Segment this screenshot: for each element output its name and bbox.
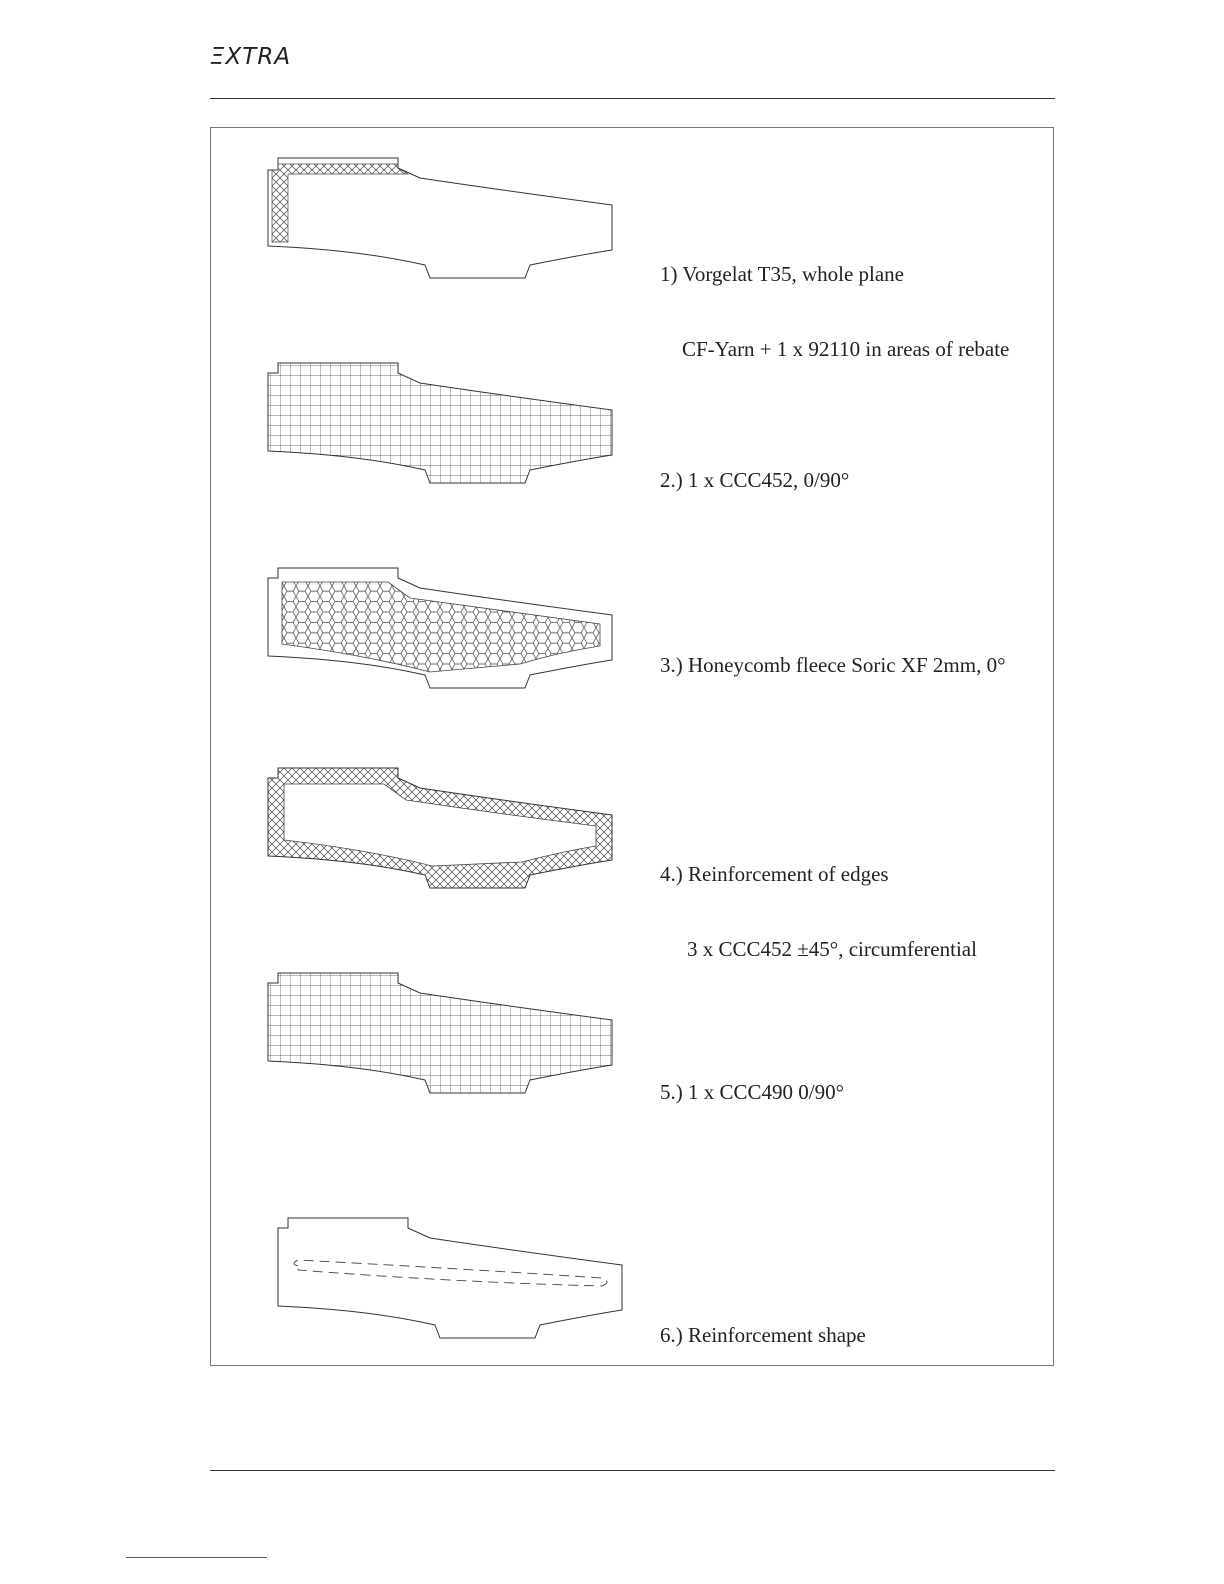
- part-3-honeycomb-figure: [260, 560, 620, 700]
- step-2-caption: [660, 418, 849, 518]
- part-5-square-grid-figure: [260, 965, 620, 1105]
- part-1-crosshatch-rebate-figure: [260, 150, 620, 290]
- step-1-line-2: CF-Yarn + 1 x 92110 in areas of rebate: [682, 337, 1010, 361]
- part-4-edge-reinforcement-figure: [260, 760, 620, 900]
- footer-rule: [210, 1470, 1055, 1471]
- step-4-line-1: 4.) Reinforcement of edges: [660, 862, 889, 886]
- step-1-line-1: 1) Vorgelat T35, whole plane: [660, 262, 904, 286]
- header-rule: [210, 98, 1055, 99]
- step-5-caption: [660, 1030, 844, 1130]
- step-5-line-1: 5.) 1 x CCC490 0/90°: [660, 1080, 844, 1104]
- step-3-line-1: 3.) Honeycomb fleece Soric XF 2mm, 0°: [660, 653, 1006, 677]
- step-1-caption: [660, 212, 1009, 387]
- step-6-caption: [660, 1273, 866, 1373]
- step-6-line-1: 6.) Reinforcement shape: [660, 1323, 866, 1347]
- step-3-caption: [660, 603, 1006, 703]
- step-4-caption: [660, 812, 977, 987]
- step-4-line-2: 3 x CCC452 ±45°, circumferential: [687, 937, 977, 961]
- part-6-reinforcement-shape-figure: [270, 1210, 630, 1350]
- step-2-line-1: 2.) 1 x CCC452, 0/90°: [660, 468, 850, 492]
- extra-logo: ΞXTRA: [210, 44, 292, 70]
- footer-link-underline: [126, 1557, 267, 1558]
- part-2-square-grid-figure: [260, 355, 620, 495]
